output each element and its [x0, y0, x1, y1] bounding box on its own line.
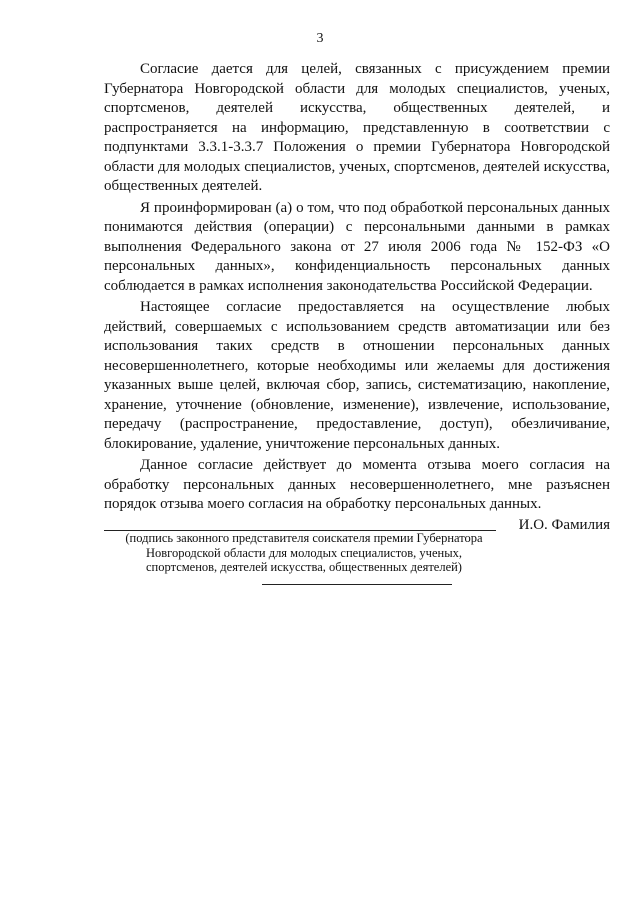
- paragraph-validity: Данное согласие действует до момента отзыва моего согласия на обработку персональных данных несовершеннолетнего, мне разъяснен порядок отзыва моего согласия на обработку персональных данных.: [104, 457, 610, 512]
- document-body: [104, 60, 610, 517]
- signer-name: И.О. Фамилия: [518, 517, 610, 533]
- paragraph-actions-scope: Настоящее согласие предоставляется на осуществление любых действий, совершаемых с использованием средств автоматизации или без использования таких средств в отношении персональных данных несовершеннолетнего, которые необходимы или желаемы для достижения указанных выше целей, включая сбор, запись, систематизацию, накопление, хранение, уточнение (обновление, изменение), извлечение, использование, передачу (распространение, предоставление, доступ), обезличивание, блокирование, удаление, уничтожение персональных данных.: [104, 299, 610, 452]
- paragraph-purpose: Согласие дается для целей, связанных с присуждением премии Губернатора Новгородской области для молодых специалистов, ученых, спортсменов, деятелей искусства, общественных деятелей, и распространяется на информацию, представленную в соответствии с подпунктами 3.3.1-3.3.7 Положения о премии Губернатора Новгородской области для молодых специалистов, ученых, спортсменов, деятелей искусства, общественных деятелей.: [104, 61, 610, 194]
- bottom-divider: [262, 584, 452, 585]
- signature-caption: [104, 531, 504, 575]
- page-number: 3: [316, 31, 324, 46]
- signature-caption-line: спортсменов, деятелей искусства, общественных деятелей): [146, 560, 462, 574]
- paragraph-processing-definition: Я проинформирован (а) о том, что под обработкой персональных данных понимаются действия (операции) с персональными данными в рамках выполнения Федерального закона от 27 июля 2006 года № 152-ФЗ «О персональных данных», конфиденциальность персональных данных соблюдается в рамках исполнения законодательства Российской Федерации.: [104, 199, 610, 294]
- signature-caption-line: Новгородской области для молодых специалистов, ученых,: [146, 545, 462, 560]
- signature-caption-line: (подпись законного представителя соискателя премии Губернатора: [125, 531, 483, 545]
